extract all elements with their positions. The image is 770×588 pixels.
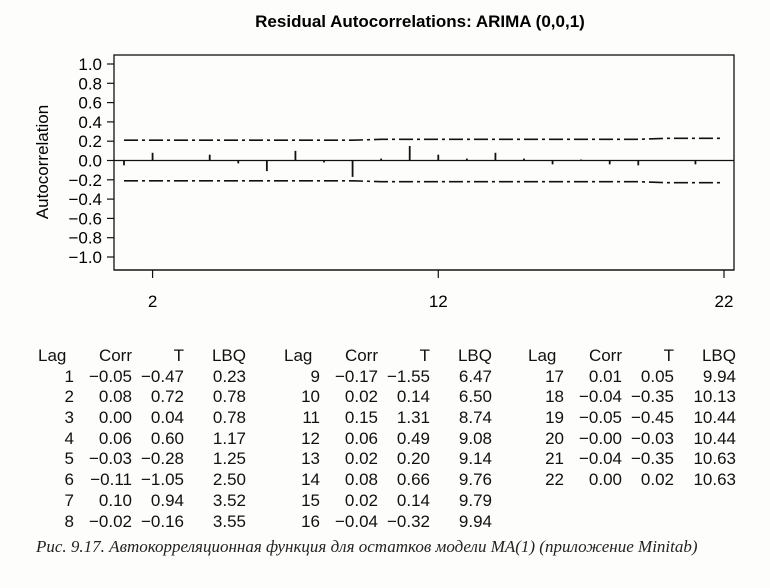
table-cell: 13 [301,449,320,469]
table-cell: 6.47 [458,366,492,386]
table-cell: 0.02 [344,449,378,469]
table-cell: 0.00 [98,408,132,428]
table-cell: 0.60 [150,428,184,448]
y-tick-label: −0.8 [68,228,102,248]
table-cell: 3.52 [212,490,246,510]
table-cell: 10.63 [693,449,736,469]
table-header-row [38,346,246,367]
table-cell: 0.02 [344,490,378,510]
table-cell: 9.14 [458,449,492,469]
table-cell: 0.49 [396,428,430,448]
table-cell: −0.04 [578,449,622,469]
table-cell: 0.10 [98,490,132,510]
y-axis-ticks [68,55,114,267]
column-header: Lag [38,346,67,365]
table-cell: 21 [545,449,564,469]
table-cell: −1.55 [386,366,430,386]
table-row [38,512,246,533]
stats-table-group-2 [284,346,492,532]
column-header: LBQ [457,346,492,365]
figure-caption: Рис. 9.17. Автокорреляционная функция для остатков модели MA(1) (приложение Minitab) [36,537,698,556]
table-cell: 9.79 [458,490,492,510]
column-header: T [419,346,430,365]
table-cell: 4 [64,428,74,448]
table-cell: 8 [64,511,74,531]
table-row [528,470,736,491]
table-cell: −0.28 [140,449,184,469]
column-header: LBQ [211,346,246,365]
table-cell: 3 [64,408,74,428]
y-tick-label: 0.0 [78,151,102,171]
x-tick-label: 2 [147,292,158,311]
table-cell: 0.06 [98,428,132,448]
y-tick-label: 0.4 [78,112,102,132]
table-cell: 0.14 [396,387,430,407]
table-cell: 10.44 [693,408,736,428]
table-row [284,387,492,408]
upper-limit-line [124,138,724,140]
table-row [38,449,246,470]
table-cell: 0.20 [396,449,430,469]
table-cell: −0.17 [334,366,378,386]
table-cell: 9.94 [702,366,736,386]
table-cell: −0.35 [630,387,674,407]
table-cell: 1.31 [396,408,430,428]
table-cell: 6.50 [458,387,492,407]
table-cell: 14 [301,470,320,490]
table-cell: 0.06 [344,428,378,448]
y-tick-label: 0.8 [78,74,102,94]
lower-limit-line [124,181,724,183]
table-cell: 0.78 [212,387,246,407]
y-tick-label: −0.4 [68,190,102,210]
table-cell: 2.50 [212,470,246,490]
table-cell: 10.13 [693,387,736,407]
chart-title: Residual Autocorrelations: ARIMA (0,0,1) [255,12,585,31]
table-row [284,491,492,512]
table-cell: 0.94 [150,490,184,510]
table-cell: 8.74 [458,408,492,428]
table-row [284,367,492,388]
table-cell: −1.05 [140,470,184,490]
table-cell: −0.05 [88,366,132,386]
table-cell: −0.45 [630,408,674,428]
stats-table-group-3 [528,346,736,491]
table-cell: 11 [302,408,320,428]
table-cell: 0.78 [212,408,246,428]
table-cell: −0.47 [140,366,184,386]
table-cell: 0.14 [396,490,430,510]
x-axis-ticks [148,270,734,311]
table-row [528,408,736,429]
table-cell: −0.16 [140,511,184,531]
y-tick-label: 0.6 [78,93,102,113]
column-header: Corr [588,346,622,365]
table-row [38,387,246,408]
table-row [284,470,492,491]
table-cell: −0.03 [88,449,132,469]
table-row [284,449,492,470]
table-cell: 3.55 [212,511,246,531]
table-cell: 17 [545,366,564,386]
table-cell: 0.00 [588,470,622,490]
table-cell: 19 [545,408,564,428]
column-header: T [663,346,674,365]
table-cell: 22 [545,470,564,490]
table-cell: 0.02 [640,470,674,490]
table-cell: 9.08 [458,428,492,448]
table-row [38,408,246,429]
table-header-row [528,346,736,367]
column-header: Lag [528,346,557,365]
table-row [38,367,246,388]
table-cell: 1.17 [212,428,246,448]
table-row [284,408,492,429]
table-cell: −0.04 [334,511,378,531]
table-cell: 2 [64,387,74,407]
table-cell: 0.08 [98,387,132,407]
y-tick-label: −0.2 [68,170,102,190]
table-cell: −0.04 [578,387,622,407]
table-cell: −0.05 [578,408,622,428]
table-cell: −0.02 [88,511,132,531]
x-tick-label: 22 [714,292,734,311]
column-header: Corr [344,346,378,365]
table-row [38,491,246,512]
table-row [528,429,736,450]
table-cell: 0.04 [150,408,184,428]
column-header: T [173,346,184,365]
table-cell: 0.15 [344,408,378,428]
table-cell: −0.00 [578,428,622,448]
table-cell: 0.08 [344,470,378,490]
table-cell: 10.44 [693,428,736,448]
table-cell: 12 [301,428,320,448]
table-cell: 0.02 [344,387,378,407]
table-cell: 20 [545,428,564,448]
table-cell: 9.76 [458,470,492,490]
table-cell: 1.25 [212,449,246,469]
table-row [284,429,492,450]
column-header: Corr [98,346,132,365]
x-tick-label: 12 [428,292,448,311]
table-cell: 18 [545,387,564,407]
table-cell: −0.11 [90,470,132,490]
y-tick-label: −0.6 [68,209,102,229]
table-cell: 15 [301,490,320,510]
table-row [528,449,736,470]
table-cell: 0.72 [150,387,184,407]
table-cell: −0.03 [630,428,674,448]
table-cell: −0.32 [386,511,430,531]
table-cell: 9.94 [458,511,492,531]
stats-table-group-1 [38,346,246,532]
table-cell: 10.63 [693,470,736,490]
table-cell: 5 [64,449,74,469]
table-cell: 0.23 [212,366,246,386]
y-tick-label: −1.0 [68,248,102,267]
table-cell: 1 [64,366,74,386]
table-row [284,512,492,533]
plot-frame [114,55,734,270]
table-row [38,470,246,491]
table-cell: 0.01 [588,366,622,386]
acf-bars [124,146,724,177]
y-tick-label: 1.0 [78,55,102,74]
table-row [528,387,736,408]
table-cell: 0.66 [396,470,430,490]
table-cell: 10 [301,387,320,407]
table-header-row [284,346,492,367]
column-header: Lag [284,346,313,365]
table-row [38,429,246,450]
table-cell: 6 [64,470,74,490]
table-cell: 9 [310,366,320,386]
y-tick-label: 0.2 [78,132,102,152]
table-row [528,367,736,388]
table-cell: −0.35 [630,449,674,469]
table-cell: 16 [301,511,320,531]
column-header: LBQ [701,346,736,365]
y-axis-label: Autocorrelation [33,104,52,220]
table-cell: 7 [64,490,74,510]
table-cell: 0.05 [640,366,674,386]
